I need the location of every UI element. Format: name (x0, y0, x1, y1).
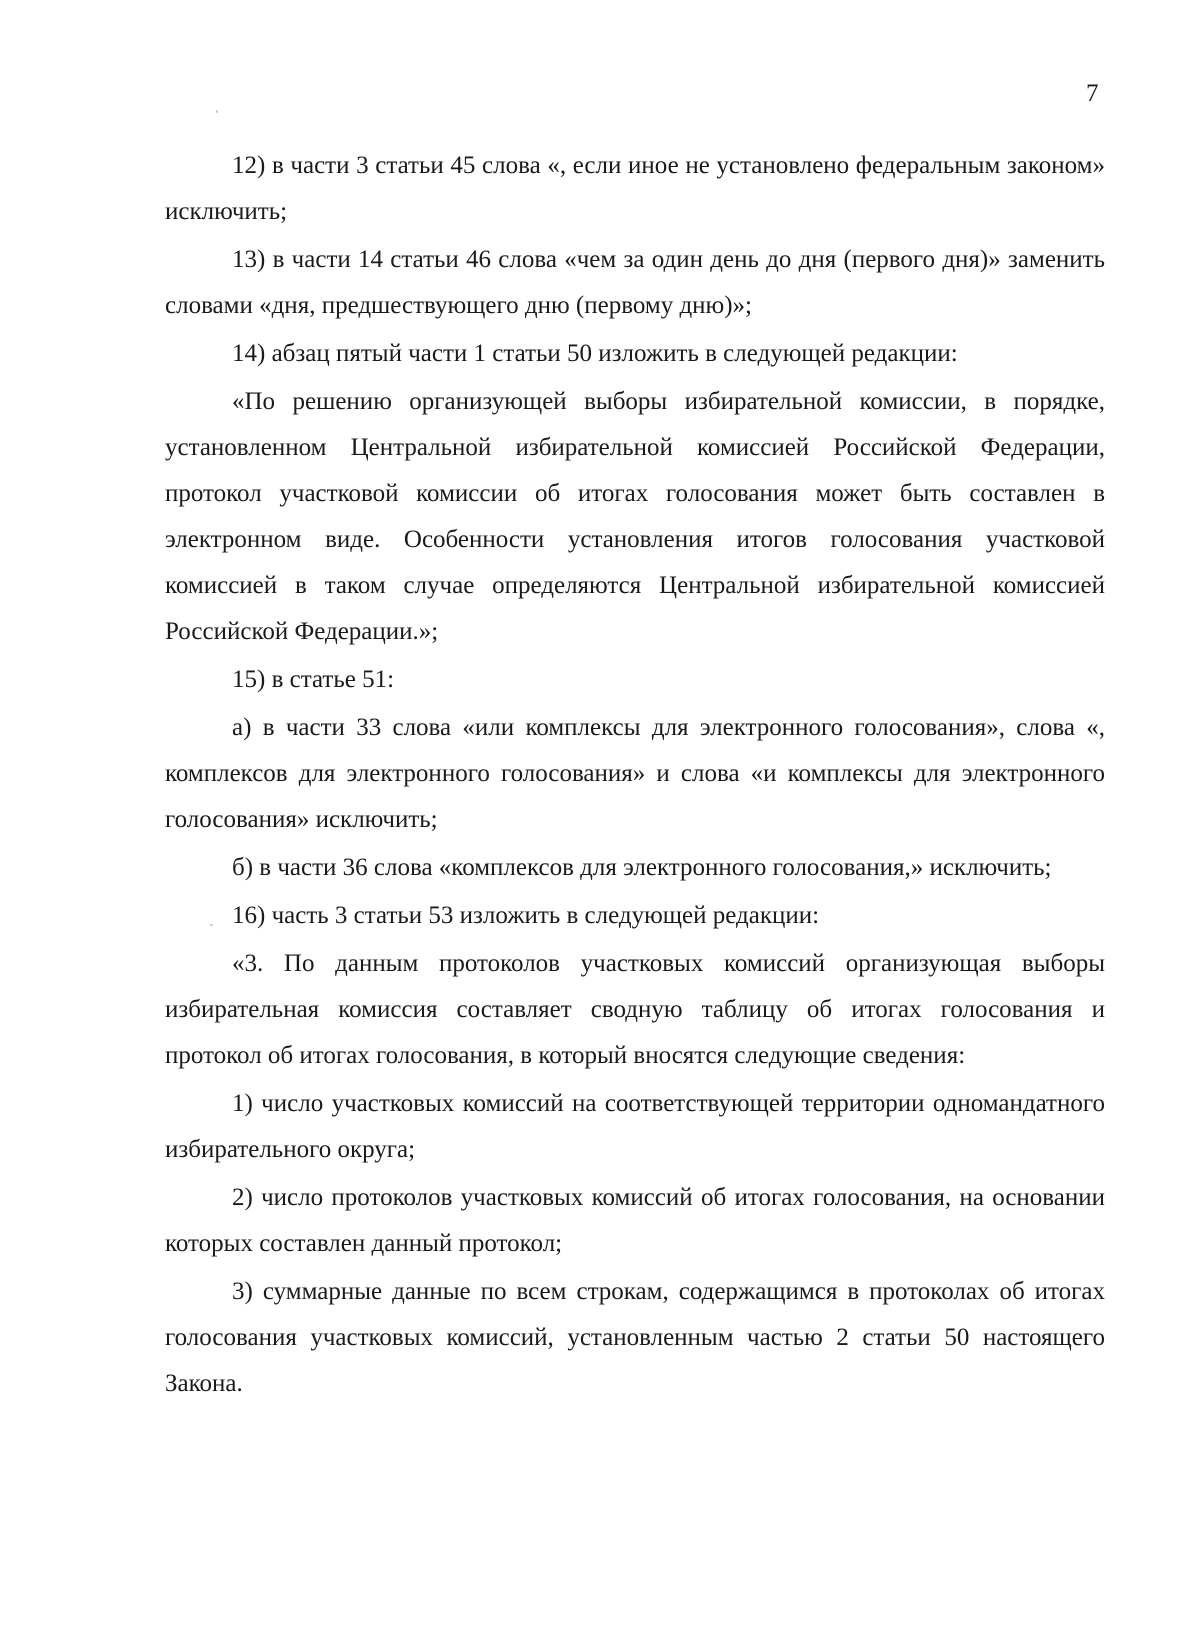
document-body (165, 143, 1105, 1409)
paragraph-list-3: 3) суммарные данные по всем строкам, содержащимся в протоколах об итогах голосования участковых комиссий, установленным частью 2 статьи 50 настоящего Закона. (165, 1278, 1105, 1397)
paragraph-list-2: 2) число протоколов участковых комиссий об итогах голосования, на основании которых составлен данный протокол; (165, 1184, 1105, 1257)
paragraph-item-13: 13) в части 14 статьи 46 слова «чем за один день до дня (первого дня)» заменить словами «дня, предшествующего дню (первому дню)»; (165, 246, 1105, 319)
page-number: 7 (1086, 80, 1099, 107)
paragraph-item-14: 14) абзац пятый части 1 статьи 50 изложить в следующей редакции: (232, 340, 958, 367)
paragraph-list-1: 1) число участковых комиссий на соответствующей территории одномандатного избирательного округа; (165, 1090, 1105, 1163)
paragraph-item-15: 15) в статье 51: (232, 666, 395, 693)
paragraph-item-16: 16) часть 3 статьи 53 изложить в следующей редакции: (232, 902, 820, 929)
paragraph-subitem-b: б) в части 36 слова «комплексов для электронного голосования,» исключить; (232, 854, 1052, 881)
paragraph-quote-part-3: «3. По данным протоколов участковых комиссий организующая выборы избирательная комиссия составляет сводную таблицу об итогах голосования и протокол об итогах голосования, в который вносятся следующие сведения: (165, 950, 1105, 1069)
scan-mark (216, 110, 218, 113)
paragraph-subitem-a: а) в части 33 слова «или комплексы для электронного голосования», слова «, комплексов для электронного голосования» и слова «и комплексы для электронного голосования» исключить; (165, 714, 1105, 833)
paragraph-item-12: 12) в части 3 статьи 45 слова «, если иное не установлено федеральным законом» исключить; (165, 152, 1105, 225)
paragraph-quote-protocol: «По решению организующей выборы избирательной комиссии, в порядке, установленном Центральной избирательной комиссией Российской Федерации, протокол участковой комиссии об итогах голосования может быть составлен в электронном виде. Особенности установления итогов голосования участковой комиссией в таком случае определяются Центральной избирательной комиссией Российской Федерации.»; (165, 388, 1105, 645)
